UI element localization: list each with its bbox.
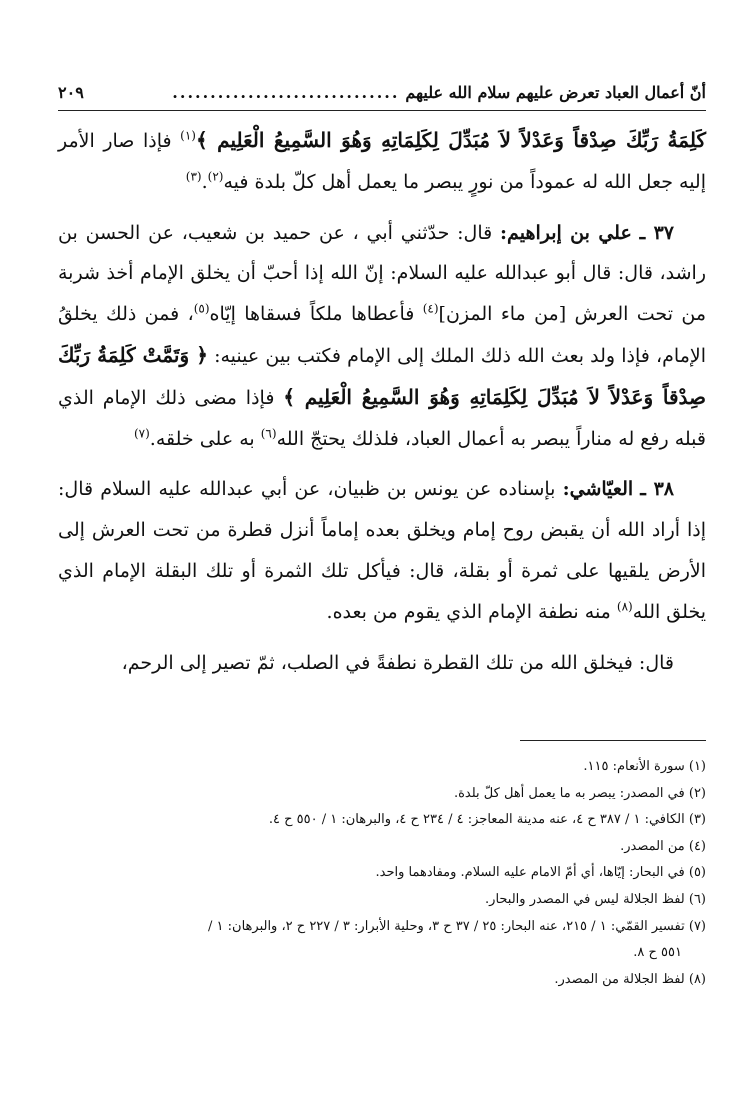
footnote-ref: (١) [180, 128, 196, 143]
footnote-ref: (٧) [133, 426, 150, 441]
header-title: أنّ أعمال العباد تعرض عليهم سلام الله عليهم [405, 83, 706, 102]
paragraph-text: به على خلقه. [149, 427, 261, 450]
paragraph-text: فأعطاها ملكاً فسقاها إيّاه [209, 303, 423, 326]
footnote: (٧) تفسير القمّي: ١ / ٢١٥، عنه البحار: ٢٥ / ٣٧ ح ٣، وحلية الأبرار: ٣ / ٢٢٧ ح ٢، والبرهان: ١ / [208, 918, 706, 934]
paragraph-text: منه نطفة الإمام الذي يقوم من بعده. [326, 600, 617, 623]
paragraph-text: بإسناده عن يونس بن ظبيان، عن أبي عبدالله عليه السلام قال: إذا أراد الله أن يقبض روح إمام ويخلق بعده إماماً أنزل قطرة من تحت العرش إلى الأرض يلقيها على ثمرة أو بقلة، قال: فيأكل تلك الثمرة أو تلك البقلة الإمام الذي يخلق الله [58, 478, 706, 623]
footnote-rule [520, 740, 706, 741]
hadith-number: ٣٨ ـ [640, 478, 674, 501]
footnote-ref: (٢) [207, 169, 224, 184]
footnote-ref: (٣) [185, 169, 202, 184]
quran-verse: كَلِمَةُ رَبِّكَ صِدْقاً وَعَدْلاً لاَ مُبَدِّلَ لِكَلِمَاتِهِ وَهُوَ السَّمِيعُ الْعَلِيم ﴾ [195, 128, 706, 152]
footnote: (٦) لفظ الجلالة ليس في المصدر والبحار. [485, 891, 706, 907]
paragraph-4 [58, 643, 706, 684]
footnote: (٥) في البحار: إيّاها، أي أمّ الامام عليه السلام. ومفادهما واحد. [375, 865, 706, 881]
header-rule [58, 110, 706, 111]
footnote: (١) سورة الأنعام: ١١٥. [583, 759, 706, 774]
footnotes [58, 754, 706, 993]
footnote: (٨) لفظ الجلالة من المصدر. [554, 971, 706, 987]
hadith-number: ٣٧ ـ [639, 221, 675, 244]
footnote: (٣) الكافي: ١ / ٣٨٧ ح ٤، عنه مدينة المعاجز: ٤ / ٢٣٤ ح ٤، والبرهان: ١ / ٥٥٠ ح ٤. [268, 812, 706, 828]
narrator-name: العيّاشي: [562, 478, 634, 501]
main-text [58, 120, 706, 683]
paragraph-3 [58, 469, 706, 632]
footnote: (٤) من المصدر. [620, 838, 706, 854]
narrator-name: علي بن إبراهيم: [500, 221, 632, 244]
paragraph-2 [58, 213, 706, 460]
paragraph-text: فإذا مضى ذلك الإمام الذي قبله رفع له مناراً يبصر به أعمال العباد، فلذلك يحتجّ الله [58, 386, 706, 450]
footnote-ref: (٥) [193, 301, 210, 316]
paragraph-1 [58, 120, 706, 203]
running-header [58, 78, 706, 108]
paragraph-text: ، فمن ذلك يخلقُ الإمام، فإذا ولد بعث الله ذلك الملك إلى الإمام فكتب بين عينيه: [58, 303, 706, 367]
paragraph-text: . [201, 170, 208, 193]
footnote: (٢) في المصدر: يبصر به ما يعمل أهل كلّ بلدة. [453, 785, 706, 801]
header-dots: .............................. [172, 83, 400, 102]
paragraph-text: فإذا صار الأمر إليه جعل الله له عموداً من نورٍ يبصر ما يعمل أهل كلّ بلدة فيه [58, 130, 706, 193]
quran-verse: ﴿ وَتَمَّتْ كَلِمَةُ رَبِّكَ صِدْقاً وَعَدْلاً لاَ مُبَدِّلَ لِكَلِمَاتِهِ وَهُوَ السَّمِيعُ الْعَلِيم ﴾ [58, 342, 706, 409]
page-number: ٢٠٩ [58, 83, 84, 102]
footnote-ref: (٨) [616, 599, 633, 614]
footnote-ref: (٦) [260, 426, 277, 441]
footnote-ref: (٤) [422, 301, 439, 316]
footnote-continuation: ٥٥١ ح ٨. [633, 945, 682, 961]
paragraph-text: قال: حدّثني أبي ، عن حميد بن شعيب، عن الحسن بن راشد، قال: قال أبو عبدالله عليه السلام: إنّ الله إذا أحبّ أن يخلق الإمام أخذ شربة من تحت العرش [من ماء المزن] [58, 221, 706, 326]
paragraph-text: قال: فيخلق الله من تلك القطرة نطفةً في الصلب، ثمّ تصير إلى الرحم، [121, 651, 674, 674]
